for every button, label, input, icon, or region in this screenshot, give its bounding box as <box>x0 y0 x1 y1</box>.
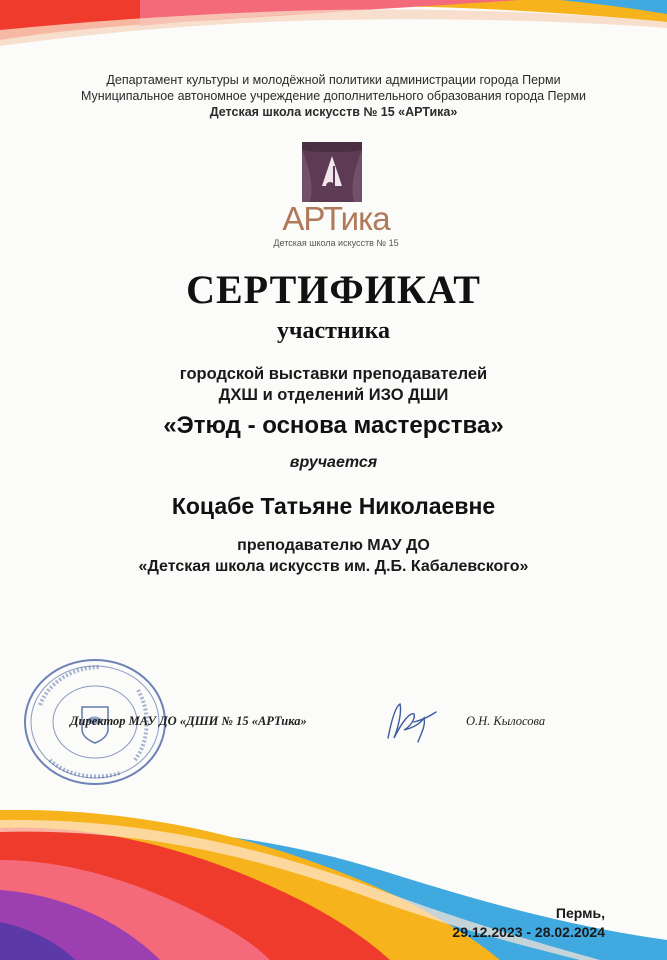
position-line-1: преподавателю МАУ ДО <box>237 537 430 554</box>
certificate-subtitle: участника <box>276 318 391 344</box>
signature-row <box>70 708 630 748</box>
school-name: Детская школа искусств № 15 «АРТика» <box>209 105 458 119</box>
logo-wordmark: АРТика <box>282 200 390 237</box>
footer <box>452 904 605 942</box>
position-line-2: «Детская школа искусств им. Д.Б. Кабалевского» <box>138 558 529 575</box>
recipient-position <box>0 535 667 577</box>
exhibition-line-2: ДХШ и отделений ИЗО ДШИ <box>218 386 449 404</box>
exhibition-line-1: городской выставки преподавателей <box>179 365 488 383</box>
header <box>0 72 667 120</box>
department-line: Департамент культуры и молодёжной политики администрации города Перми <box>106 73 561 87</box>
footer-dates: 29.12.2023 - 28.02.2024 <box>452 924 605 940</box>
footer-city: Пермь, <box>555 905 605 921</box>
exhibition-name: «Этюд - основа мастерства» <box>163 412 504 439</box>
school-logo <box>268 140 404 248</box>
exhibition-description <box>0 364 667 406</box>
director-name: О.Н. Кылосова <box>466 714 546 728</box>
handwritten-signature <box>380 698 440 748</box>
curtain-note-logo-icon <box>300 140 364 204</box>
top-decorative-swoosh <box>0 0 667 70</box>
logo-subtitle: Детская школа искусств № 15 <box>273 238 399 248</box>
awarded-label: вручается <box>289 454 378 471</box>
institution-line: Муниципальное автономное учреждение дополнительного образования города Перми <box>80 89 587 103</box>
director-title: Директор МАУ ДО «ДШИ № 15 «АРТика» <box>70 714 307 728</box>
recipient-name: Коцабе Татьяне Николаевне <box>171 493 496 519</box>
certificate-title: СЕРТИФИКАТ <box>186 267 481 312</box>
